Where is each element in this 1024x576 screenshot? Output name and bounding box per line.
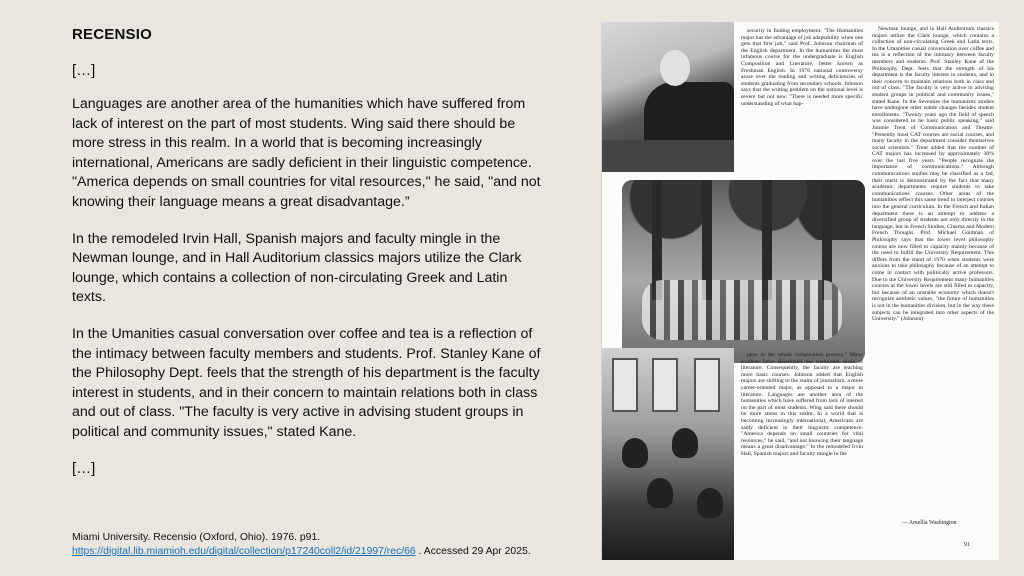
outdoor-class-photo [620, 178, 867, 365]
classroom-photo [602, 348, 734, 560]
citation [72, 531, 542, 559]
transcript-panel [72, 26, 542, 493]
author-signature: — Amellia Washington [902, 520, 957, 526]
ellipsis-bottom: […] [72, 459, 96, 477]
scan-column-3: Newman lounge, and in Hall Auditorium classics majors utilize the Clark lounge, which contains a collection of non-circulating Greek and Latin texts. In the Umanities casual conversation over coffee and tea is a reflection of the intimacy between faculty members and students. Prof. Stanley Kane of the Philosophy Dept. feels that the strength of his department is the faculty interest in students, and in their concern to maintain relations both in class and out of class. "The faculty is very active in advising student groups in political and community issues," stated Kane. In the Seventies the humanistic studies have undergone other subtle changes besides student enrollments. "Twenty years ago the field of speech was considered to be basic public speaking," said Jimmie Trent of Communication and Theatre. "Presently most CAT courses are social courses, and many faculty in the department consider themselves social scientists." Trent added that the number of CAT majors has increased by approximately 30% over the last five years. "People recognize the importance of communications." Although communications studies may be classified as a fad, their merit is demonstrated by the fact that many academic departments require students to take communications courses. Other areas of the humanities reflect this same trend to interject courses into the general curriculum. In the French and Italian department there is an attempt to address a diversified group of students not only directly in the language, but in French Studies, Cinema and Modern French Thought. Prof. Michael Goldman of Philosophy says that the lower level philosophy course are now filled to capacity mainly because of the need to fulfill the University Requirement. This differs from the stand of 1970 when students were anxious to take philosophy because of an attempt to come in contact with politically active professors. Due to the University Requirement many humanities courses at the lower levels are still filled to capacity, but because of an unstable economy which doesn't recognize aesthetic values, "the future of humanities is not in the humanities division, but in the way these subjects can be integrated into other aspects of the University." (Johnson) [872, 26, 994, 323]
professor-photo [602, 22, 734, 172]
scan-column-1: security in finding employment. "The Humanities major has the advantage of job adaptability when one gets that first job," said Prof. Johnson chairman of the English department. In the humanities the most infamous course for the undergraduate is English Composition and Literature, better known as Freshman English. In 1976 national controversy arose over the reading and writing deficiencies of students graduating from secondary schools. Johnson says that the writing problem on the national level is severe but not new. "There is needed more specific understanding of what hap- [741, 28, 863, 107]
paragraph-irvin-hall: In the remodeled Irvin Hall, Spanish majors and faculty mingle in the Newman lounge, and in Hall Auditorium classics majors utilize the Clark lounge, which contains a collection of non-circulating Greek and Latin texts. [72, 230, 522, 306]
scanned-yearbook-page [601, 22, 999, 560]
scan-column-2: pens in the whole composition process." Many students have abandoned the traditional areas of literature. Consequently, the faculty are teaching more basic courses. Johnson added that English majors are shifting to the realm of journalism, a more career-oriented major, as opposed to a major in literature. Languages are another area of the humanities which have suffered from lack of interest on the part of most students. Wing said there should be more stress in this realm. In a world that is becoming increasingly international, Americans are sadly deficient in their linguistic competence. "America depends on small countries for vital resources," he said, "and not knowing their language means a great disadvantage." In the remodeled Irvin Hall, Spanish majors and faculty mingle in the [741, 352, 863, 457]
citation-accessed: . Accessed 29 Apr 2025. [415, 546, 531, 557]
page-number: 91 [964, 542, 970, 548]
paragraph-languages: Languages are another area of the humanities which have suffered from lack of interest on the part of most students. Wing said there should be more stress in this realm. In a world that is becoming increasingly international, Americans are sadly deficient in their linguistic competence. "America depends on small countries for vital resources," he said, "and not knowing their language means a great disadvantage.” [72, 96, 541, 210]
ellipsis-top: […] [72, 62, 96, 79]
citation-source: Miami University. Recensio (Oxford, Ohio). 1976. p91. [72, 532, 321, 543]
citation-link[interactable]: https://digital.lib.miamioh.edu/digital/collection/p17240coll2/id/21997/rec/66 [72, 546, 416, 557]
paragraph-umanities: In the Umanities casual conversation over coffee and tea is a reflection of the intimacy between faculty members and students. Prof. Stanley Kane of the Philosophy Dept. feels that the strength of his department is the faculty interest in students, and in their concern to maintain relations both in class and out of class. "The faculty is very active in advising student groups in political and community issues," stated Kane. [72, 325, 541, 440]
page-title: RECENSIO [72, 26, 152, 43]
